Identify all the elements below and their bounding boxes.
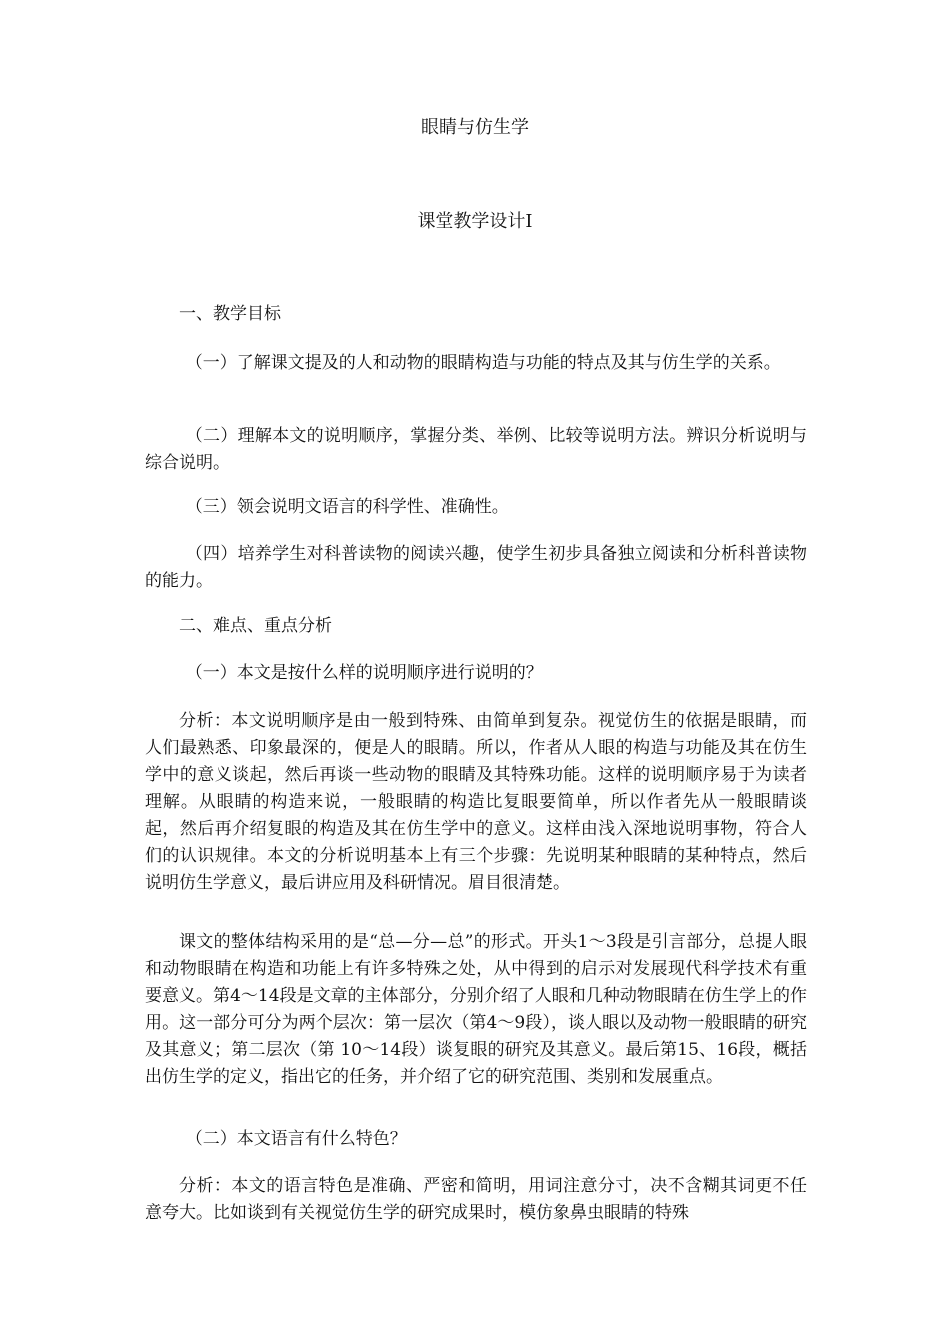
document-title: 眼睛与仿生学 — [421, 117, 529, 138]
document-subtitle: 课堂教学设计Ⅰ — [417, 211, 533, 232]
objective-4: （四）培养学生对科普读物的阅读兴趣，使学生初步具备独立阅读和分析科普读物的能力。 — [145, 544, 807, 591]
analysis-1: 分析：本文说明顺序是由一般到特殊、由简单到复杂。视觉仿生的依据是眼睛，而人们最熟悉、印象最深的，便是人的眼睛。所以，作者从人眼的构造与功能及其在仿生学中的意义谈起，然后再谈一些动物的眼睛及其特殊功能。这样的说明顺序易于为读者理解。从眼睛的构造来说，一般眼睛的构造比复眼要简单，所以作者先从一般眼睛谈起，然后再介绍复眼的构造及其在仿生学中的意义。这样由浅入深地说明事物，符合人们的认识规律。本文的分析说明基本上有三个步骤：先说明某种眼睛的某种特点，然后说明仿生学意义，最后讲应用及科研情况。眉目很清楚。 — [145, 711, 807, 893]
question-1: （一）本文是按什么样的说明顺序进行说明的？ — [185, 663, 543, 683]
analysis-1-structure: 课文的整体结构采用的是“总—分—总”的形式。开头1～3段是引言部分，总提人眼和动物眼睛在构造和功能上有许多特殊之处，从中得到的启示对发展现代科学技术有重要意义。第4～14段是文章的主体部分，分别介绍了人眼和几种动物眼睛在仿生学上的作用。这一部分可分为两个层次：第一层次（第4～9段），谈人眼以及动物一般眼睛的研究及其意义；第二层次（第 10～14段）谈复眼的研究及其意义。最后第15、16段，概括出仿生学的定义，指出它的任务，并介绍了它的研究范围、类别和发展重点。 — [145, 932, 807, 1087]
objective-1: （一）了解课文提及的人和动物的眼睛构造与功能的特点及其与仿生学的关系。 — [185, 353, 781, 373]
analysis-2: 分析：本文的语言特色是准确、严密和简明，用词注意分寸，决不含糊其词更不任意夸大。比如谈到有关视觉仿生学的研究成果时，模仿象鼻虫眼睛的特殊 — [145, 1176, 807, 1223]
question-2: （二）本文语言有什么特色？ — [185, 1129, 407, 1149]
section2-heading: 二、难点、重点分析 — [179, 616, 332, 636]
objective-2: （二）理解本文的说明顺序，掌握分类、举例、比较等说明方法。辨识分析说明与综合说明。 — [145, 426, 807, 473]
section1-heading: 一、教学目标 — [179, 304, 281, 324]
objective-3: （三）领会说明文语言的科学性、准确性。 — [185, 497, 509, 517]
